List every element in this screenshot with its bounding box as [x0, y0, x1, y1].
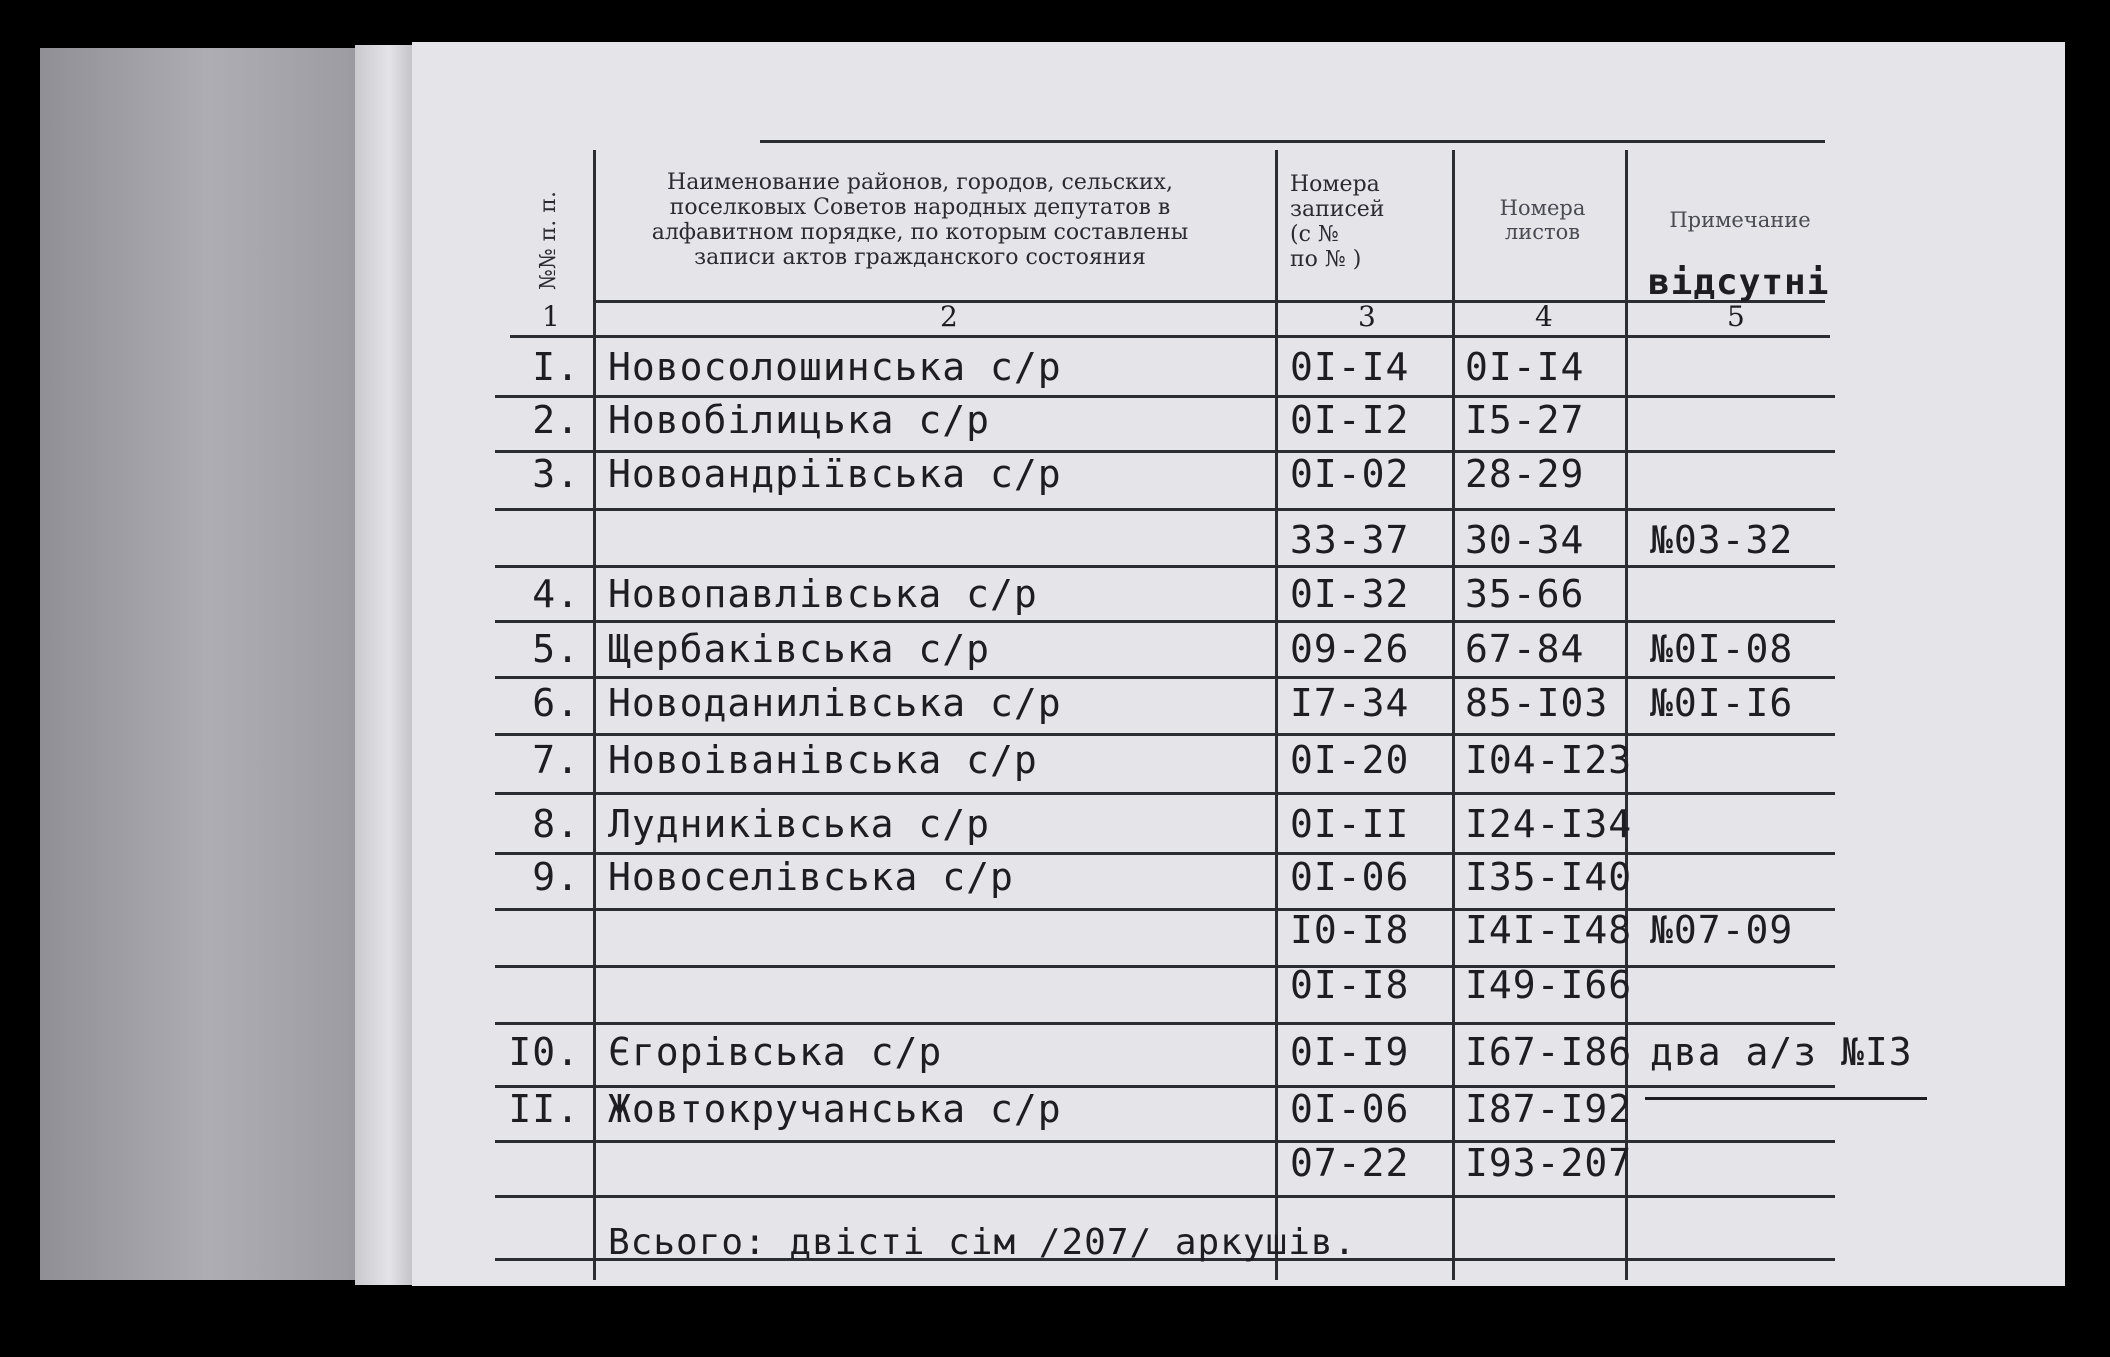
- row-number: 4.: [532, 572, 580, 616]
- row-note: №07-09: [1650, 908, 1794, 952]
- record-numbers: 33-37: [1290, 518, 1410, 562]
- row-number: 9.: [532, 855, 580, 899]
- row-note: №0I-08: [1650, 627, 1794, 671]
- record-numbers: 0I-06: [1290, 1087, 1410, 1131]
- column-divider-2: [1275, 150, 1278, 1280]
- council-name: Новобілицька с/р: [608, 398, 991, 442]
- council-name: Єгорівська с/р: [608, 1030, 943, 1074]
- header-col3: Номера записей (с № по № ): [1290, 172, 1385, 272]
- record-numbers: 0I-32: [1290, 572, 1410, 616]
- row-rule-6: [495, 676, 1835, 679]
- council-name: Новоданилівська с/р: [608, 681, 1062, 725]
- sheet-numbers: I04-I23: [1465, 738, 1633, 782]
- header-col2: Наименование районов, городов, сельских, поселковых Советов народных депутатов в алфавитном порядке, по которым составлены записи актов гражданского состояния: [651, 170, 1189, 270]
- row-number: I.: [532, 345, 580, 389]
- record-numbers: 0I-I9: [1290, 1030, 1410, 1074]
- total-line: Всього: двісті сім /207/ аркушів.: [608, 1222, 1357, 1263]
- row-number: 8.: [532, 802, 580, 846]
- sheet-numbers: 35-66: [1465, 572, 1585, 616]
- header-subrule: [595, 300, 1825, 303]
- row-rule-10: [495, 908, 1835, 911]
- column-number-5: 5: [1727, 300, 1745, 333]
- row-rule-5: [495, 620, 1835, 623]
- header-col1: №№ п. п.: [536, 191, 561, 290]
- sheet-numbers: 28-29: [1465, 452, 1585, 496]
- record-numbers: 07-22: [1290, 1141, 1410, 1185]
- council-name: Новоселівська с/р: [608, 855, 1014, 899]
- sheet-numbers: I67-I86: [1465, 1030, 1633, 1074]
- council-name: Новопавлівська с/р: [608, 572, 1038, 616]
- council-name: Новосолошинська с/р: [608, 345, 1062, 389]
- column-divider-3: [1452, 150, 1455, 1280]
- record-numbers: I7-34: [1290, 681, 1410, 725]
- header-bottom-rule: [510, 335, 1830, 338]
- row-number: 2.: [532, 398, 580, 442]
- council-name: Лудниківська с/р: [608, 802, 991, 846]
- row-number: II.: [508, 1087, 580, 1131]
- row-number: 6.: [532, 681, 580, 725]
- row-number: 3.: [532, 452, 580, 496]
- row-rule-11: [495, 965, 1835, 968]
- header-col5-handwritten: відсутні: [1648, 262, 1830, 303]
- row-number: 5.: [532, 627, 580, 671]
- council-name: Новоандріївська с/р: [608, 452, 1062, 496]
- row-rule-14: [495, 1140, 1835, 1143]
- record-numbers: 09-26: [1290, 627, 1410, 671]
- record-numbers: 0I-20: [1290, 738, 1410, 782]
- row-rule-8: [495, 792, 1835, 795]
- row-note: №03-32: [1650, 518, 1794, 562]
- record-numbers: 0I-I4: [1290, 345, 1410, 389]
- record-numbers: 0I-II: [1290, 802, 1410, 846]
- column-divider-1: [593, 150, 596, 1280]
- column-number-4: 4: [1535, 300, 1553, 333]
- record-numbers: 0I-I2: [1290, 398, 1410, 442]
- note-underline: [1645, 1097, 1927, 1100]
- council-name: Щербаківська с/р: [608, 627, 991, 671]
- sheet-numbers: 67-84: [1465, 627, 1585, 671]
- row-note: №0I-I6: [1650, 681, 1794, 725]
- sheet-numbers: I49-I66: [1465, 963, 1633, 1007]
- row-number: I0.: [508, 1030, 580, 1074]
- sheet-numbers: 30-34: [1465, 518, 1585, 562]
- record-numbers: 0I-06: [1290, 855, 1410, 899]
- record-numbers: I0-I8: [1290, 908, 1410, 952]
- row-rule-15: [495, 1195, 1835, 1198]
- header-col4: Номера листов: [1499, 196, 1586, 244]
- column-number-1: 1: [542, 300, 560, 333]
- column-number-2: 2: [940, 300, 958, 333]
- sheet-numbers: I24-I34: [1465, 802, 1633, 846]
- row-rule-4: [495, 565, 1835, 568]
- sheet-numbers: I87-I92: [1465, 1087, 1633, 1131]
- sheet-numbers: I4I-I48: [1465, 908, 1633, 952]
- council-name: Жовтокручанська с/р: [608, 1087, 1062, 1131]
- row-note: два а/з №I3: [1650, 1030, 1913, 1074]
- record-numbers: 0I-I8: [1290, 963, 1410, 1007]
- header-top-rule: [760, 140, 1825, 143]
- header-col5: Примечание: [1669, 208, 1811, 232]
- sheet-numbers: I93-207: [1465, 1141, 1633, 1185]
- row-rule-12: [495, 1022, 1835, 1025]
- sheet-numbers: 0I-I4: [1465, 345, 1585, 389]
- row-number: 7.: [532, 738, 580, 782]
- row-rule-3: [495, 508, 1835, 511]
- sheet-numbers: I35-I40: [1465, 855, 1633, 899]
- sheet-numbers: I5-27: [1465, 398, 1585, 442]
- record-numbers: 0I-02: [1290, 452, 1410, 496]
- column-number-3: 3: [1358, 300, 1376, 333]
- council-name: Новоіванівська с/р: [608, 738, 1038, 782]
- sheet-numbers: 85-I03: [1465, 681, 1609, 725]
- row-rule-7: [495, 733, 1835, 736]
